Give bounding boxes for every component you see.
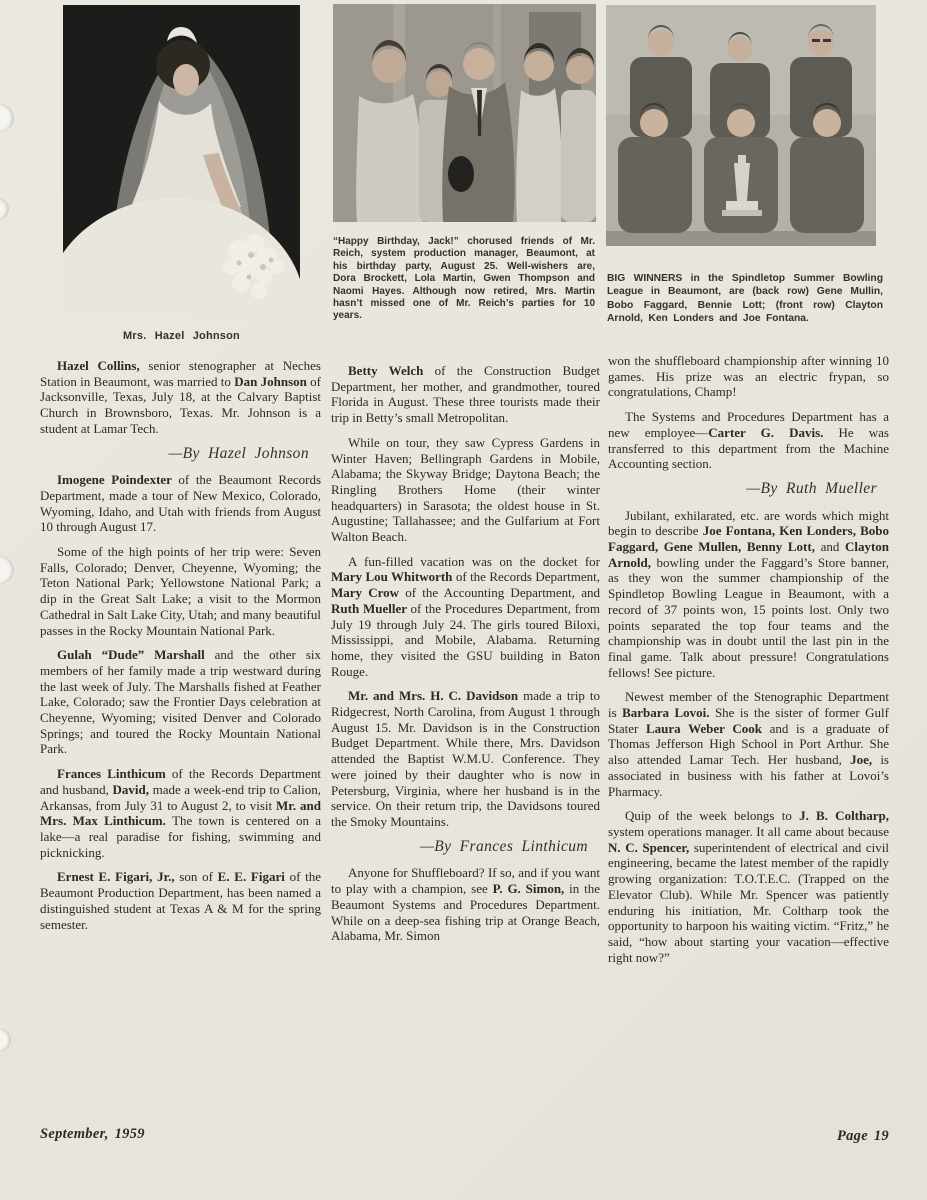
paragraph: Quip of the week belongs to J. B. Coltharp, system operations manager. It all came about because N. C. Spencer, superintendent of electrical and civil engineering, became the latest member of the rapidly growing organization: T.O.T.E.C. (Trapped on the Elevator Club). While Mr. Spencer was patiently enduring his initiation, Mr. Coltharp took the opportunity to harpoon his waiting victim. “Fritz,” he said, “how about starting your vacation—effective right now?” — [608, 808, 889, 965]
bowling-photo — [606, 5, 876, 246]
paragraph: Jubilant, exhilarated, etc. are words which might begin to describe Joe Fontana, Ken Londers, Bobo Faggard, Gene Mullen, Benny Lott, and Clayton Arnold, bowling under the Faggard’s Store banner, as they won the summer championship of the Spindletop Bowling League in Beaumont, with a record of 37 points won, 15 points lost. Only two points separated the top four teams and the championship was in doubt until the last pin in the final game. Talk about pressure! Congratulations fellows! See picture. — [608, 507, 889, 680]
punch-hole — [0, 1028, 11, 1052]
byline: —By Ruth Mueller — [746, 479, 877, 497]
party-photo — [333, 4, 596, 222]
party-caption: “Happy Birthday, Jack!” chorused friends of Mr. Reich, system production manager, Beaumont, at his birthday party, August 25. Well-wishers are, Dora Brockett, Lola Martin, Gwen Thompson and Naomi Hayes. Although now retired, Mrs. Martin hasn’t missed one of Mr. Reich’s parties for 10 years. — [333, 236, 595, 322]
punch-hole — [0, 198, 9, 220]
footer-page-number: Page 19 — [836, 1128, 889, 1144]
paragraph: While on tour, they saw Cypress Gardens in Winter Haven; Bellingraph Gardens in Mobile, Alabama; the Skyway Bridge; Daytona Beach; the Ringling Brothers Home (their winter headquarters) in Sarasota; the oldest house in St. Augustine; Tallahassee; and the Gulfarium at Fort Walton Beach. — [331, 434, 600, 545]
paragraph: Frances Linthicum of the Records Department and husband, David, made a week-end trip to Calion, Arkansas, from July 31 to August 2, to visit Mr. and Mrs. Max Linthicum. The town is centered on a lake—a real paradise for fishing, swimming and picknicking. — [40, 766, 322, 860]
punch-hole — [0, 104, 14, 132]
bride-caption: Mrs. Hazel Johnson — [123, 330, 240, 342]
paragraph: Hazel Collins, senior stenographer at Neches Station in Beaumont, was married to Dan Johnson of Jacksonville, Texas, July 18, at the Calvary Baptist Church in Brownsboro, Texas. Mr. Johnson is a student at Lamar Tech. — [40, 358, 321, 436]
paragraph: won the shuffleboard championship after winning 10 games. His prize was an electric frypan, so congratulations, Champ! — [608, 353, 889, 400]
bowling-photo-image — [606, 5, 876, 246]
column-middle — [331, 363, 600, 953]
punch-hole — [0, 556, 14, 584]
byline: —By Frances Linthicum — [420, 837, 588, 855]
bowling-caption: BIG WINNERS in the Spindletop Summer Bowling League in Beaumont, are (back row) Gene Mullin, Bobo Faggard, Bennie Lott; (front row) Clayton Arnold, Ken Londers and Joe Fontana. — [607, 273, 883, 325]
bride-photo — [63, 5, 300, 318]
paragraph: Ernest E. Figari, Jr., son of E. E. Figari of the Beaumont Production Department, has been named a distinguished student at Texas A & M for the spring semester. — [40, 869, 321, 932]
byline: —By Hazel Johnson — [168, 444, 309, 462]
paragraph: The Systems and Procedures Department has a new employee—Carter G. Davis. He was transferred to this department from the Machine Accounting section. — [608, 409, 889, 472]
party-photo-image — [333, 4, 596, 222]
column-left — [40, 358, 321, 941]
paragraph: A fun-filled vacation was on the docket for Mary Lou Whitworth of the Records Department, Mary Crow of the Accounting Department, and Ruth Mueller of the Procedures Department, from July 19 through July 24. The girls toured Biloxi, Mississippi, and Mobile, Alabama. Returning home, they visited the GSU building in Baton Rouge. — [331, 553, 601, 679]
bride-photo-image — [63, 5, 300, 318]
paragraph: Mr. and Mrs. H. C. Davidson made a trip to Ridgecrest, North Carolina, from August 1 through August 15. Mr. Davidson is in the Construction Budget Department. While there, Mrs. Davidson attended the Baptist W.M.U. Conference. They were joined by their daughter who is now in Petersburg, Virginia, where her husband is in the service. On their return trip, the Davidsons toured the Smoky Mountains. — [331, 688, 600, 829]
paragraph: Anyone for Shuffleboard? If so, and if you want to play with a champion, see P. G. Simon, in the Beaumont Systems and Procedures Department. While on a deep-sea fishing trip at Orange Beach, Alabama, Mr. Simon — [331, 865, 600, 944]
paragraph: Gulah “Dude” Marshall and the other six members of her family made a trip westward during the last week of July. The Marshalls fished at Feather Lake, Colorado; saw the Frontier Days celebration at Cheyenne, Wyoming; visited Denver and Colorado Springs; and toured the Rocky Mountain National Park. — [40, 647, 321, 757]
paragraph: Some of the high points of her trip were: Seven Falls, Colorado; Denver, Cheyenne, Wyoming; the Teton National Park; Yellowstone National Park; a dip in the Great Salt Lake; a visit to the Mormon Cathedral in Salt Lake City, Utah; and many beautiful passes in the Rocky Mountain National Park. — [40, 544, 321, 638]
paragraph: Imogene Poindexter of the Beaumont Records Department, made a tour of New Mexico, Colorado, Wyoming, Idaho, and Utah with friends from August 10 through August 17. — [40, 472, 322, 535]
column-right — [608, 353, 889, 974]
footer-issue-date: September, 1959 — [40, 1126, 145, 1142]
paragraph: Newest member of the Stenographic Department is Barbara Lovoi. She is the sister of former Gulf Stater Laura Weber Cook and is a graduate of Thomas Jefferson High School in Port Arthur. She also attended Lamar Tech. Her husband, Joe, is associated in business with his father at Lovoi’s Pharmacy. — [608, 689, 890, 799]
paragraph: Betty Welch of the Construction Budget Department, her mother, and grandmother, toured Florida in August. These three tourists made their trip in Betty’s small Metropolitan. — [331, 363, 601, 426]
